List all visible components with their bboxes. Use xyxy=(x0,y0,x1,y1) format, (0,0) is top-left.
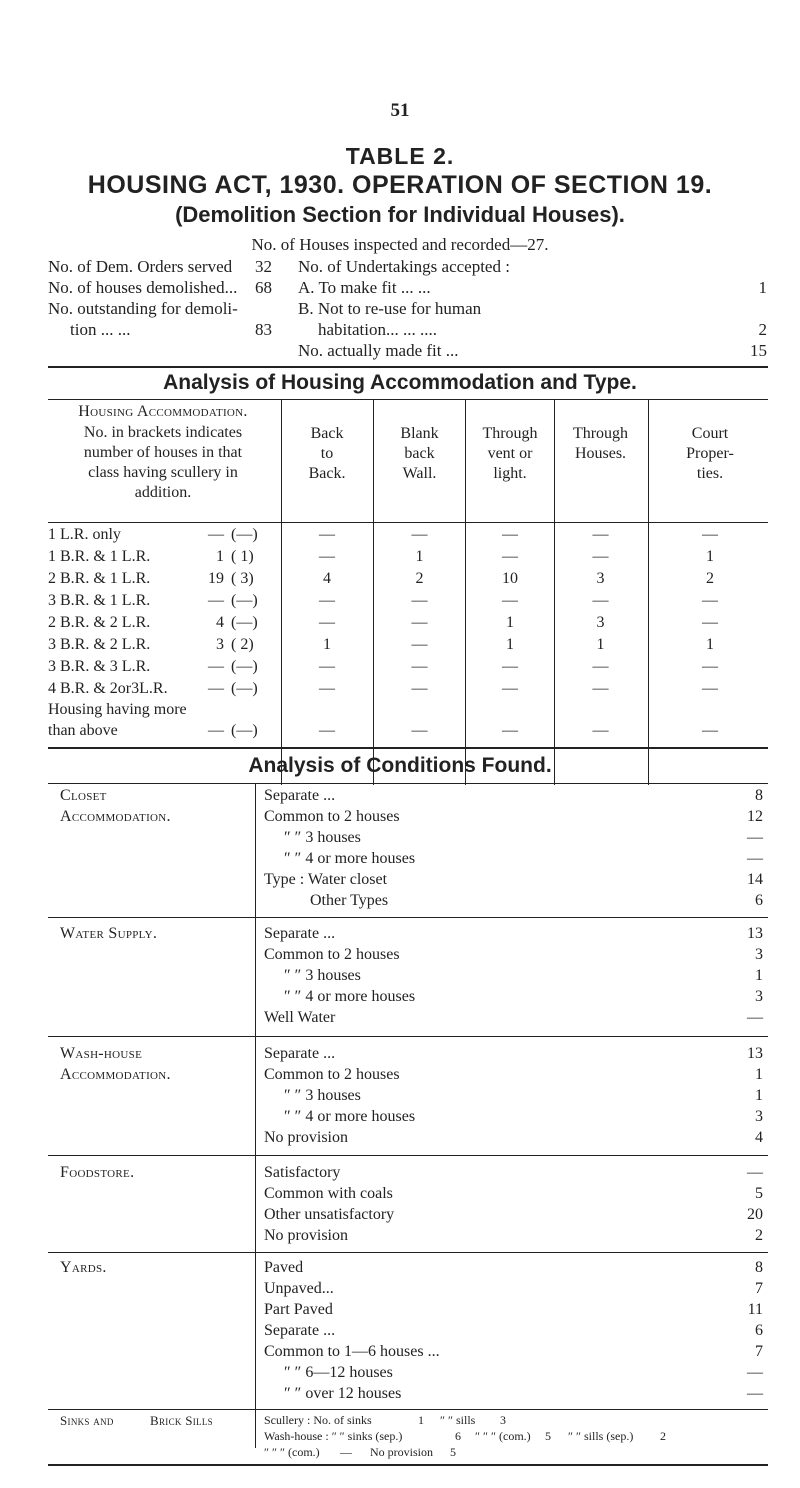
group-divider xyxy=(48,917,768,918)
condition-label: No provision xyxy=(370,1445,433,1459)
condition-value: 2 xyxy=(660,1429,666,1443)
row-count: 1 xyxy=(216,548,224,565)
condition-value: 13 xyxy=(747,925,763,942)
condition-value: 6 xyxy=(755,1322,763,1339)
condition-value: 7 xyxy=(755,1343,763,1360)
condition-label: Well Water xyxy=(264,1009,336,1026)
summary-right-value: 1 xyxy=(758,278,767,297)
row-brackets: (—) xyxy=(231,680,258,697)
condition-value: 3 xyxy=(500,1413,506,1427)
row-count: 19 xyxy=(208,570,224,587)
inspected-count: No. of Houses inspected and recorded—27. xyxy=(251,235,549,254)
summary-right-label: No. of Undertakings accepted : xyxy=(298,257,510,276)
header-line: addition. xyxy=(134,484,192,501)
condition-label: ″ ″ sills xyxy=(440,1413,476,1427)
summary-right-value: 2 xyxy=(758,320,767,339)
cell: — xyxy=(411,722,428,739)
cell: 1 xyxy=(323,636,331,653)
cell: 2 xyxy=(415,570,424,587)
condition-value: — xyxy=(747,850,763,867)
table-title: TABLE 2. xyxy=(345,143,455,169)
condition-value: — xyxy=(747,1385,763,1402)
row-label: 1 B.R. & 1 L.R. xyxy=(48,548,151,565)
cell: — xyxy=(411,526,428,543)
row-brackets: (—) xyxy=(231,592,258,609)
column-header-through-vent xyxy=(466,424,554,484)
cell: — xyxy=(702,658,718,675)
category-label: Brick Sills xyxy=(150,1413,213,1428)
conditions-section-title: Analysis of Conditions Found. xyxy=(248,754,552,777)
condition-label: ″ ″ 3 houses xyxy=(284,967,361,984)
condition-label: ″ ″ 3 houses xyxy=(284,829,361,846)
summary-right-label: habitation... ... .... xyxy=(318,320,437,339)
header-line: Through xyxy=(482,425,538,442)
condition-label: ″ ″ over 12 houses xyxy=(284,1385,402,1402)
condition-label: Wash-house : ″ ″ sinks (sep.) xyxy=(264,1429,403,1443)
header-line: Back xyxy=(310,425,344,442)
row-count: — xyxy=(208,592,224,609)
cell: 1 xyxy=(506,614,514,631)
row-count: 3 xyxy=(216,636,224,653)
condition-label: ″ ″ ″ (com.) xyxy=(264,1445,320,1459)
cell: — xyxy=(411,636,428,653)
condition-label: ″ ″ 3 houses xyxy=(284,1087,361,1104)
row-brackets: (—) xyxy=(231,722,258,739)
summary-right-value: 15 xyxy=(750,341,767,360)
header-line: vent or xyxy=(487,445,533,462)
cell: — xyxy=(502,592,518,609)
row-brackets: (—) xyxy=(231,614,258,631)
section-divider xyxy=(48,747,768,749)
cell: — xyxy=(592,548,609,565)
condition-value: — xyxy=(340,1445,352,1459)
condition-label: ″ ″ 6—12 houses xyxy=(284,1364,393,1381)
category-label: Sinks and xyxy=(60,1413,114,1428)
condition-value: 13 xyxy=(747,1045,763,1062)
cell: — xyxy=(702,614,718,631)
condition-label: Common to 1—6 houses ... xyxy=(264,1343,440,1360)
cell: — xyxy=(319,680,335,697)
condition-value: 3 xyxy=(755,1108,763,1125)
condition-value: 12 xyxy=(747,808,763,825)
condition-value: 1 xyxy=(755,967,763,984)
condition-value: 5 xyxy=(450,1445,456,1459)
condition-label: Scullery : No. of sinks xyxy=(264,1413,372,1427)
header-line: Wall. xyxy=(402,465,437,482)
column-divider xyxy=(648,400,649,785)
condition-label: Other Types xyxy=(310,892,389,909)
header-line: Blank xyxy=(400,425,439,442)
category-label: Accommodation. xyxy=(60,808,171,825)
condition-label: Separate ... xyxy=(264,1045,336,1062)
row-label: 3 B.R. & 1 L.R. xyxy=(48,592,151,609)
row-label: 2 B.R. & 1 L.R. xyxy=(48,570,151,587)
header-line: Through xyxy=(572,425,629,442)
condition-label: Common to 2 houses xyxy=(264,1066,400,1083)
condition-value: 5 xyxy=(755,1185,763,1202)
condition-label: Satisfactory xyxy=(264,1164,341,1181)
cell: — xyxy=(411,680,428,697)
cell: 1 xyxy=(706,548,714,565)
category-label: Foodstore. xyxy=(60,1164,135,1181)
cell: — xyxy=(702,592,718,609)
condition-label: Type : Water closet xyxy=(264,871,388,888)
column-header-back-to-back xyxy=(283,424,371,484)
header-line: ties. xyxy=(696,465,724,482)
condition-value: — xyxy=(747,829,763,846)
cell: 3 xyxy=(596,570,605,587)
condition-value: 14 xyxy=(747,871,763,888)
cell: — xyxy=(702,526,718,543)
summary-right-label: A. To make fit ... ... xyxy=(298,278,431,297)
header-line: light. xyxy=(493,465,527,482)
condition-label: Separate ... xyxy=(264,925,336,942)
condition-value: 3 xyxy=(755,988,763,1005)
condition-label: Common to 2 houses xyxy=(264,946,400,963)
cell: — xyxy=(592,680,609,697)
row-count: — xyxy=(208,680,224,697)
category-label: Water Supply. xyxy=(60,925,158,942)
condition-label: ″ ″ 4 or more houses xyxy=(284,988,416,1005)
summary-left-value: 83 xyxy=(255,320,272,339)
condition-label: Paved xyxy=(264,1259,304,1276)
cell: 3 xyxy=(596,614,605,631)
summary-left-value: 32 xyxy=(255,257,272,276)
cell: 4 xyxy=(323,570,331,587)
cell: — xyxy=(411,614,428,631)
row-brackets: ( 2) xyxy=(231,636,254,653)
condition-value: 2 xyxy=(755,1227,763,1244)
row-count: — xyxy=(208,722,224,739)
condition-value: 3 xyxy=(755,946,763,963)
column-header-court-properties xyxy=(650,424,770,484)
condition-label: ″ ″ 4 or more houses xyxy=(284,1108,416,1125)
condition-label: No provision xyxy=(264,1129,348,1146)
condition-value: — xyxy=(747,1364,763,1381)
cell: — xyxy=(502,658,518,675)
header-rule xyxy=(48,522,768,523)
cell: — xyxy=(319,614,335,631)
header-line: No. in brackets indicates xyxy=(83,424,243,441)
condition-value: 5 xyxy=(545,1429,551,1443)
cell: — xyxy=(319,658,335,675)
group-divider xyxy=(48,1252,768,1253)
section-divider xyxy=(48,366,768,368)
row-label: Housing having more xyxy=(48,701,187,718)
row-label: 3 B.R. & 3 L.R. xyxy=(48,658,151,675)
group-divider xyxy=(48,1409,768,1410)
condition-label: Other unsatisfactory xyxy=(264,1206,395,1223)
housing-header-lead xyxy=(48,402,278,422)
cell: — xyxy=(502,722,518,739)
header-line: Houses. xyxy=(574,445,627,462)
header-line: Proper- xyxy=(686,445,734,462)
cell: — xyxy=(319,548,335,565)
column-header-through-houses xyxy=(554,424,647,464)
column-divider xyxy=(281,400,282,785)
column-divider xyxy=(255,784,256,1448)
cell: — xyxy=(592,658,609,675)
cell: — xyxy=(592,526,609,543)
page-number: 51 xyxy=(390,100,410,121)
condition-value: — xyxy=(747,1009,763,1026)
cell: — xyxy=(502,548,518,565)
header-line: Housing Accommodation. xyxy=(78,403,248,420)
table-bottom-rule xyxy=(48,1464,768,1466)
condition-value: 6 xyxy=(455,1429,461,1443)
category-label: Closet xyxy=(60,787,107,804)
summary-right-label: No. actually made fit ... xyxy=(298,341,459,360)
condition-label: Common to 2 houses xyxy=(264,808,400,825)
header-line: back xyxy=(404,445,435,462)
condition-value: 1 xyxy=(755,1066,763,1083)
condition-label: ″ ″ ″ (com.) xyxy=(475,1429,531,1443)
cell: — xyxy=(702,680,718,697)
table-top-rule xyxy=(48,399,768,400)
row-count: — xyxy=(208,526,224,543)
condition-label: Separate ... xyxy=(264,1322,336,1339)
cell: 1 xyxy=(506,636,514,653)
summary-left-label: tion ... ... xyxy=(70,320,131,339)
row-count: — xyxy=(208,658,224,675)
condition-label: Part Paved xyxy=(264,1301,333,1318)
header-line: Court xyxy=(691,425,729,442)
row-count: 4 xyxy=(216,614,224,631)
condition-label: Unpaved... xyxy=(264,1280,334,1297)
cell: — xyxy=(502,526,518,543)
cell: — xyxy=(702,722,718,739)
housing-section-title: Analysis of Housing Accommodation and Type. xyxy=(163,371,637,394)
row-brackets: (—) xyxy=(231,526,258,543)
cell: — xyxy=(592,722,609,739)
category-label: Wash-house xyxy=(60,1045,143,1062)
condition-value: 6 xyxy=(755,892,763,909)
subtitle: (Demolition Section for Individual Houses). xyxy=(175,202,625,227)
cell: — xyxy=(319,592,335,609)
cell: — xyxy=(411,592,428,609)
condition-label: ″ ″ 4 or more houses xyxy=(284,850,416,867)
act-title: HOUSING ACT, 1930. OPERATION OF SECTION 19. xyxy=(87,171,713,199)
category-label: Yards. xyxy=(60,1259,107,1276)
cell: — xyxy=(411,658,428,675)
condition-value: 20 xyxy=(747,1206,763,1223)
condition-value: 11 xyxy=(747,1301,763,1318)
group-divider xyxy=(48,1155,768,1156)
condition-value: 8 xyxy=(755,787,763,804)
cell: — xyxy=(502,680,518,697)
cell: — xyxy=(319,526,335,543)
condition-value: 8 xyxy=(755,1259,763,1276)
condition-label: Common with coals xyxy=(264,1185,393,1202)
cell: — xyxy=(592,592,609,609)
condition-value: — xyxy=(747,1164,763,1181)
summary-right-label: B. Not to re-use for human xyxy=(298,299,482,318)
row-label: 1 L.R. only xyxy=(48,526,121,543)
cell: 1 xyxy=(596,636,605,653)
condition-value: 4 xyxy=(755,1129,763,1146)
condition-value: 1 xyxy=(755,1087,763,1104)
category-label: Accommodation. xyxy=(60,1066,171,1083)
summary-left-value: 68 xyxy=(255,278,272,297)
header-line: Back. xyxy=(308,465,346,482)
row-label: 2 B.R. & 2 L.R. xyxy=(48,614,151,631)
housing-header-lead xyxy=(48,423,278,503)
condition-label: ″ ″ sills (sep.) xyxy=(568,1429,634,1443)
group-divider xyxy=(48,1036,768,1037)
cell: 2 xyxy=(706,570,714,587)
row-label: than above xyxy=(48,722,118,739)
header-line: number of houses in that xyxy=(83,444,243,461)
cell: 1 xyxy=(415,548,424,565)
summary-left-label: No. of houses demolished... xyxy=(48,278,238,297)
summary-left-label: No. of Dem. Orders served xyxy=(48,257,233,276)
condition-label: Separate ... xyxy=(264,787,336,804)
header-line: to xyxy=(320,445,334,462)
header-line: class having scullery in xyxy=(88,464,238,481)
condition-value: 1 xyxy=(418,1413,424,1427)
table-top-rule xyxy=(48,783,768,784)
summary-left-label: No. outstanding for demoli- xyxy=(48,299,238,318)
cell: 1 xyxy=(706,636,714,653)
condition-label: No provision xyxy=(264,1227,348,1244)
row-label: 3 B.R. & 2 L.R. xyxy=(48,636,151,653)
cell: 10 xyxy=(502,570,518,587)
cell: — xyxy=(319,722,335,739)
condition-value: 7 xyxy=(755,1280,763,1297)
row-brackets: ( 3) xyxy=(231,570,254,587)
column-header-blank-back-wall xyxy=(373,424,466,484)
row-brackets: (—) xyxy=(231,658,258,675)
row-brackets: ( 1) xyxy=(231,548,254,565)
row-label: 4 B.R. & 2or3L.R. xyxy=(48,680,168,697)
